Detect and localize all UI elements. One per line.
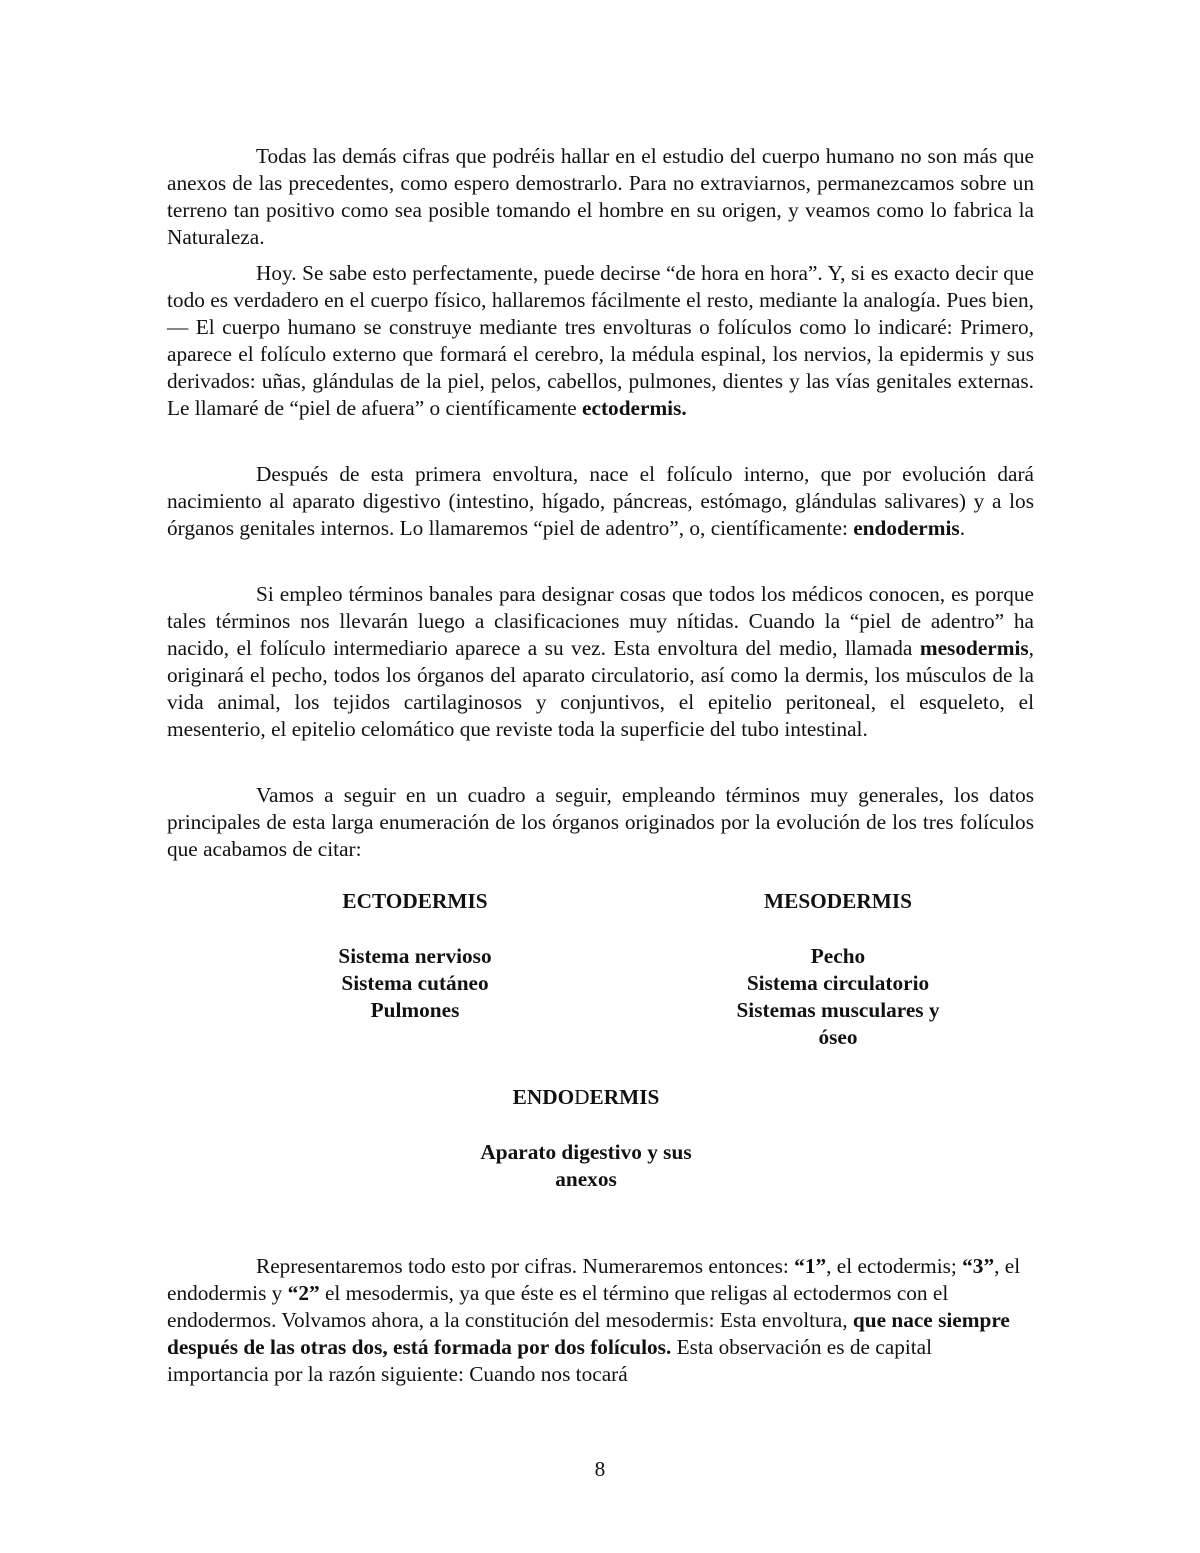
ectodermis-heading: ECTODERMIS: [342, 889, 488, 913]
paragraph-5: Vamos a seguir en un cuadro a seguir, empleando términos muy generales, los datos principales de esta larga enumeración de los órganos originados por la evolución de los tres folículos que acabamos de citar:: [167, 783, 1034, 861]
mesodermis-item: Sistema circulatorio: [746, 971, 930, 995]
paragraph-4-text-a: Si empleo términos banales para designar cosas que todos los médicos conocen, es porque tales términos nos llevarán luego a clasificaciones muy nítidas. Cuando la “piel de adentro” ha nacido, el folículo intermediario aparece a su vez. Esta envoltura del medio, llamada: [167, 582, 1034, 660]
endodermis-items: [430, 1139, 742, 1193]
ectodermis-items: [290, 943, 540, 1024]
endodermis-column: [430, 1084, 742, 1193]
ectodermis-column: [290, 888, 540, 1024]
paragraph-3-text: Después de esta primera envoltura, nace el folículo interno, que por evolución dará nacimiento al aparato digestivo (intestino, hígado, páncreas, estómago, glándulas salivares) y a los órganos genitales internos. Lo llamaremos “piel de adentro”, o, científicamente:: [167, 462, 1034, 540]
paragraph-6-text-d: , el endodermis y: [167, 1254, 1021, 1305]
paragraph-4: [167, 581, 1034, 743]
endodermis-heading-b: D: [574, 1085, 590, 1109]
figure-1: “1”: [794, 1254, 827, 1278]
paragraph-6: [167, 1253, 1034, 1388]
endodermis-heading-a: ENDO: [512, 1085, 575, 1109]
mesodermis-heading: MESODERMIS: [764, 889, 912, 913]
ectodermis-item: Sistema cutáneo: [341, 971, 489, 995]
term-ectodermis: ectodermis.: [582, 396, 687, 420]
ectodermis-item: Pulmones: [370, 998, 460, 1022]
term-mesodermis: mesodermis: [919, 636, 1029, 660]
mesodermis-item: óseo: [818, 1025, 858, 1049]
ectodermis-item: Sistema nervioso: [338, 944, 492, 968]
endodermis-item: anexos: [555, 1167, 617, 1191]
paragraph-4-text-b: , originará el pecho, todos los órganos del aparato circulatorio, así como la dermis, los músculos de la vida animal, los tejidos cartilaginosos y conjuntivos, el epitelio peritoneal, el esqueleto, el mesenterio, el epitelio celomático que reviste toda la superficie del tubo intestinal.: [167, 636, 1034, 741]
paragraph-1: Todas las demás cifras que podréis hallar en el estudio del cuerpo humano no son más que anexos de las precedentes, como espero demostrarlo. Para no extraviarnos, permanezcamos sobre un terreno tan positivo como sea posible tomando el hombre en su origen, y veamos como lo fabrica la Naturaleza.: [167, 144, 1034, 249]
mesodermis-items: [710, 943, 966, 1051]
term-endodermis: endodermis: [853, 516, 960, 540]
paragraph-2: [167, 260, 1034, 422]
mesodermis-item: Pecho: [810, 944, 866, 968]
paragraph-3: [167, 461, 1034, 542]
page-number: 8: [594, 1457, 606, 1481]
paragraph-6-text-a: Representaremos todo esto por cifras. Numeraremos entonces:: [256, 1254, 795, 1278]
paragraph-6-text-c: , el ectodermis;: [826, 1254, 963, 1278]
emphasis-mesodermis: que nace siempre después de las otras dos, está formada por dos folículos.: [167, 1308, 1010, 1359]
endodermis-heading-c: ERMIS: [589, 1085, 660, 1109]
paragraph-6-text-f: Esta observación es de capital importancia por la razón siguiente: Cuando nos tocará: [167, 1335, 933, 1386]
paragraph-2-text: Hoy. Se sabe esto perfectamente, puede decirse “de hora en hora”. Y, si es exacto decir que todo es verdadero en el cuerpo físico, hallaremos fácilmente el resto, mediante la analogía. Pues bien, — El cuerpo humano se construye mediante tres envolturas o folículos como lo indicaré: Primero, aparece el folículo externo que formará el cerebro, la médula espinal, los nervios, la epidermis y sus derivados: uñas, glándulas de la piel, pelos, cabellos, pulmones, dientes y las vías genitales externas. Le llamaré de “piel de afuera” o científicamente: [167, 261, 1034, 420]
endodermis-item: Aparato digestivo y sus: [480, 1140, 692, 1164]
mesodermis-column: [710, 888, 966, 1051]
mesodermis-item: Sistemas musculares y: [736, 998, 940, 1022]
endodermis-heading: [430, 1084, 742, 1111]
paragraph-6-text-e: el mesodermis, ya que éste es el término que religas al ectodermos con el endodermos. Volvamos ahora, a la constitución del mesodermis: Esta envoltura,: [167, 1281, 949, 1332]
figure-3: “3”: [962, 1254, 995, 1278]
paragraph-3-end: .: [959, 516, 966, 540]
figure-2: “2”: [287, 1281, 320, 1305]
